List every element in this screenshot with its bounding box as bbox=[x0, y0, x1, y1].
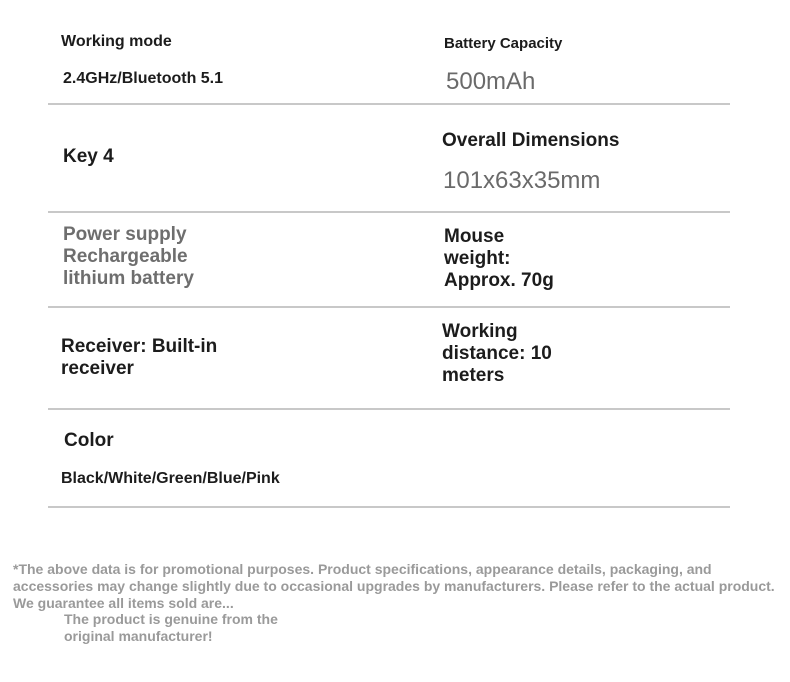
receiver-line-1: Receiver: Built-in bbox=[61, 336, 218, 357]
power-supply-line-1: Power supply bbox=[63, 224, 187, 245]
mouse-weight-line-3: Approx. 70g bbox=[444, 270, 554, 291]
mouse-weight-text bbox=[444, 226, 554, 292]
working-mode-label: Working mode bbox=[61, 33, 172, 50]
keys-label: Key 4 bbox=[63, 146, 114, 167]
row-divider-3 bbox=[48, 306, 730, 308]
mouse-weight-line-2: weight: bbox=[444, 248, 511, 269]
row-divider-1 bbox=[48, 103, 730, 105]
genuine-line-2: original manufacturer! bbox=[64, 628, 213, 644]
overall-dimensions-label: Overall Dimensions bbox=[442, 130, 620, 151]
power-supply-line-3: lithium battery bbox=[63, 268, 194, 289]
disclaimer-text: *The above data is for promotional purposes. Product specifications, appearance details, packaging, and accessories may change slightly due to occasional upgrades by manufacturers. Please refer to the actual product. We guarantee all items sold are... bbox=[13, 561, 775, 611]
power-supply-text bbox=[63, 224, 194, 290]
working-distance-line-2: distance: 10 bbox=[442, 343, 552, 364]
working-distance-line-3: meters bbox=[442, 365, 505, 386]
row-divider-2 bbox=[48, 211, 730, 213]
power-supply-line-2: Rechargeable bbox=[63, 246, 188, 267]
receiver-line-2: receiver bbox=[61, 358, 134, 379]
working-distance-text bbox=[442, 321, 552, 387]
receiver-text bbox=[61, 336, 217, 380]
row-divider-4 bbox=[48, 408, 730, 410]
battery-capacity-label: Battery Capacity bbox=[444, 35, 563, 52]
battery-capacity-value: 500mAh bbox=[446, 68, 536, 95]
genuine-line-1: The product is genuine from the bbox=[64, 611, 278, 627]
mouse-weight-line-1: Mouse bbox=[444, 226, 505, 247]
color-value: Black/White/Green/Blue/Pink bbox=[61, 470, 280, 487]
overall-dimensions-value: 101x63x35mm bbox=[443, 167, 601, 194]
working-mode-value: 2.4GHz/Bluetooth 5.1 bbox=[63, 70, 224, 87]
genuine-notice bbox=[64, 611, 278, 645]
row-divider-5 bbox=[48, 506, 730, 508]
color-label: Color bbox=[64, 430, 114, 451]
working-distance-line-1: Working bbox=[442, 321, 518, 342]
